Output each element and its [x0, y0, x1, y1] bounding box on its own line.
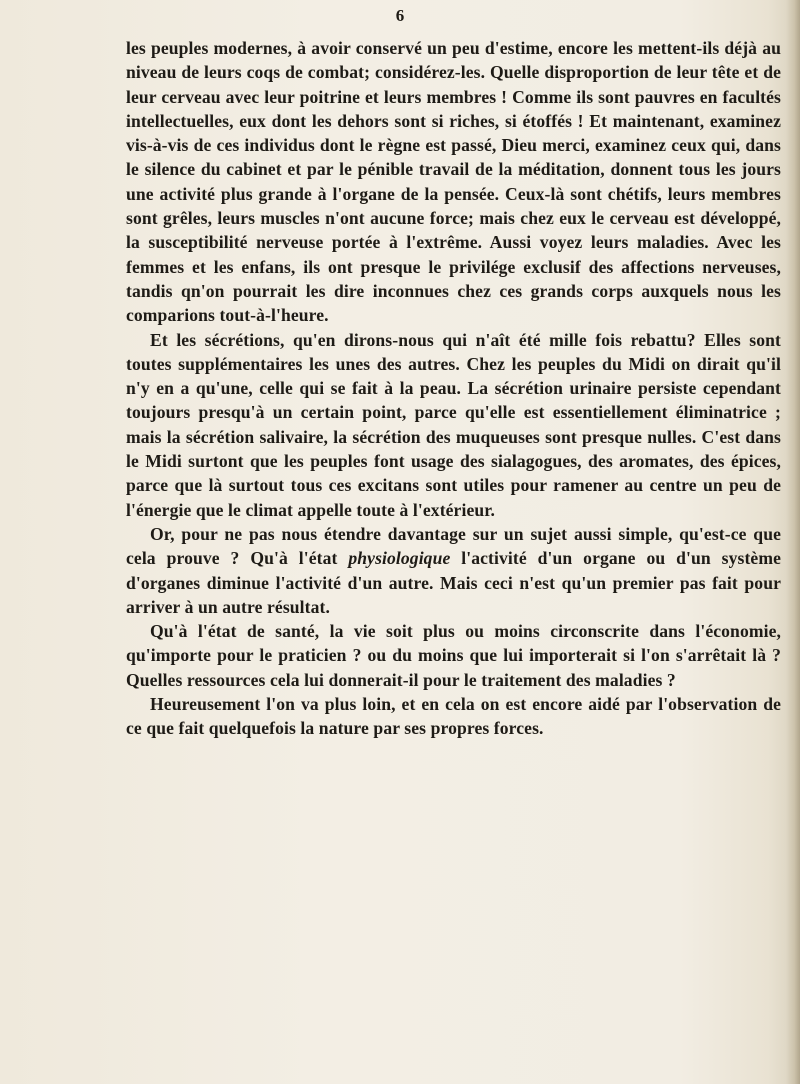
body-text	[126, 36, 781, 741]
paragraph-3-italic-term: physiologique	[348, 548, 451, 569]
paragraph-4: Qu'à l'état de santé, la vie soit plus ou moins circonscrite dans l'économie, qu'importe pour le praticien ? ou du moins que lui importerait si l'on s'arrêtait là ? Quelles ressources cela lui donnerait-il pour le traitement des maladies ?	[126, 621, 781, 690]
paragraph-5: Heureusement l'on va plus loin, et en cela on est encore aidé par l'observation de ce que fait quelquefois la nature par ses propres forces.	[126, 694, 781, 739]
paragraph-1: les peuples modernes, à avoir conservé un peu d'estime, encore les mettent-ils déjà au niveau de leurs coqs de combat; considérez-les. Quelle disproportion de leur tête et de leur cerveau avec leur poitrine et leurs membres ! Comme ils sont pauvres en facultés intellectuelles, eux dont les dehors sont si riches, si étoffés ! Et maintenant, examinez vis-à-vis de ces individus dont le règne est passé, Dieu merci, examinez ceux qui, dans le silence du cabinet et par le pénible travail de la méditation, donnent tous les jours une activité plus grande à l'organe de la pensée. Ceux-là sont chétifs, leurs membres sont grêles, leurs muscles n'ont aucune force; mais chez eux le cerveau est développé, la susceptibilité nerveuse portée à l'extrême. Aussi voyez leurs maladies. Avec les femmes et les enfans, ils ont presque le privilége exclusif des affections nerveuses, tandis qn'on pourrait les dire inconnues chez ces grands corps auxquels nous les comparions tout-à-l'heure.	[126, 38, 781, 326]
paragraph-3	[126, 522, 781, 619]
page-edge-shadow	[786, 0, 800, 1084]
paragraph-3-part-2: l'activité d'un organe ou d'un système d'organes diminue l'activité d'un autre. Mais ceci n'est qu'un premier pas fait pour arriver à un autre résultat.	[126, 548, 781, 617]
paragraph-2: Et les sécrétions, qu'en dirons-nous qui n'aît été mille fois rebattu? Elles sont toutes supplémentaires les unes des autres. Chez les peuples du Midi on dirait qu'il n'y en a qu'une, celle qui se fait à la peau. La sécrétion urinaire persiste cependant toujours presqu'à un certain point, parce qu'elle est essentiellement éliminatrice ; mais la sécrétion salivaire, la sécrétion des muqueuses sont presque nulles. C'est dans le Midi surtont que les peuples font usage des sialagogues, des aromates, des épices, parce que là surtout tous ces excitans sont utiles pour ramener au centre un peu de l'énergie que le climat appelle toute à l'extérieur.	[126, 329, 781, 520]
paragraph-3-part-1: Or, pour ne pas nous étendre davantage sur un sujet aussi simple, qu'est-ce que cela prouve ? Qu'à l'état	[126, 523, 781, 569]
page-number: 6	[395, 6, 405, 25]
